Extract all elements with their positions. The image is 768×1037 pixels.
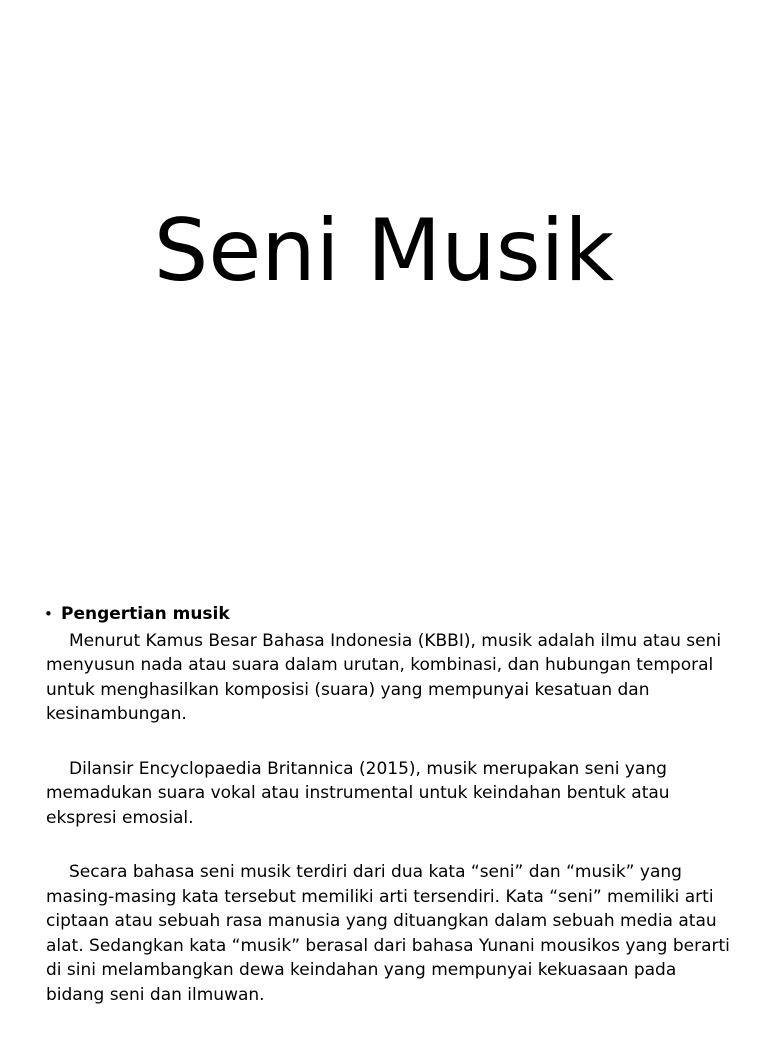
paragraph-kbbi: Menurut Kamus Besar Bahasa Indonesia (KBBI), musik adalah ilmu atau seni menyusun nada atau suara dalam urutan, kombinasi, dan hubungan temporal untuk menghasilkan komposisi (suara) yang mempunyai kesatuan dan kesinambungan. — [46, 630, 722, 724]
slide-title: Seni Musik — [153, 201, 615, 301]
paragraph-etymology: Secara bahasa seni musik terdiri dari dua kata “seni” dan “musik” yang masing-masing kata tersebut memiliki arti tersendiri. Kata “seni” memiliki arti ciptaan atau sebuah rasa manusia yang dituangkan dalam sebuah media atau alat. Sedangkan kata “musik” berasal dari bahasa Yunani mousikos yang berarti di sini melambangkan dewa keindahan yang mempunyai kekuasaan pada bidang seni dan ilmuwan. — [46, 862, 730, 1005]
slide-body — [46, 602, 736, 1037]
paragraph-britannica: Dilansir Encyclopaedia Britannica (2015), musik merupakan seni yang memadukan suara vokal atau instrumental untuk keindahan bentuk atau ekspresi emosial. — [46, 758, 670, 828]
bullet-heading-label: Pengertian musik — [61, 604, 230, 624]
bullet-icon: • — [44, 605, 53, 623]
bullet-heading — [44, 602, 736, 627]
